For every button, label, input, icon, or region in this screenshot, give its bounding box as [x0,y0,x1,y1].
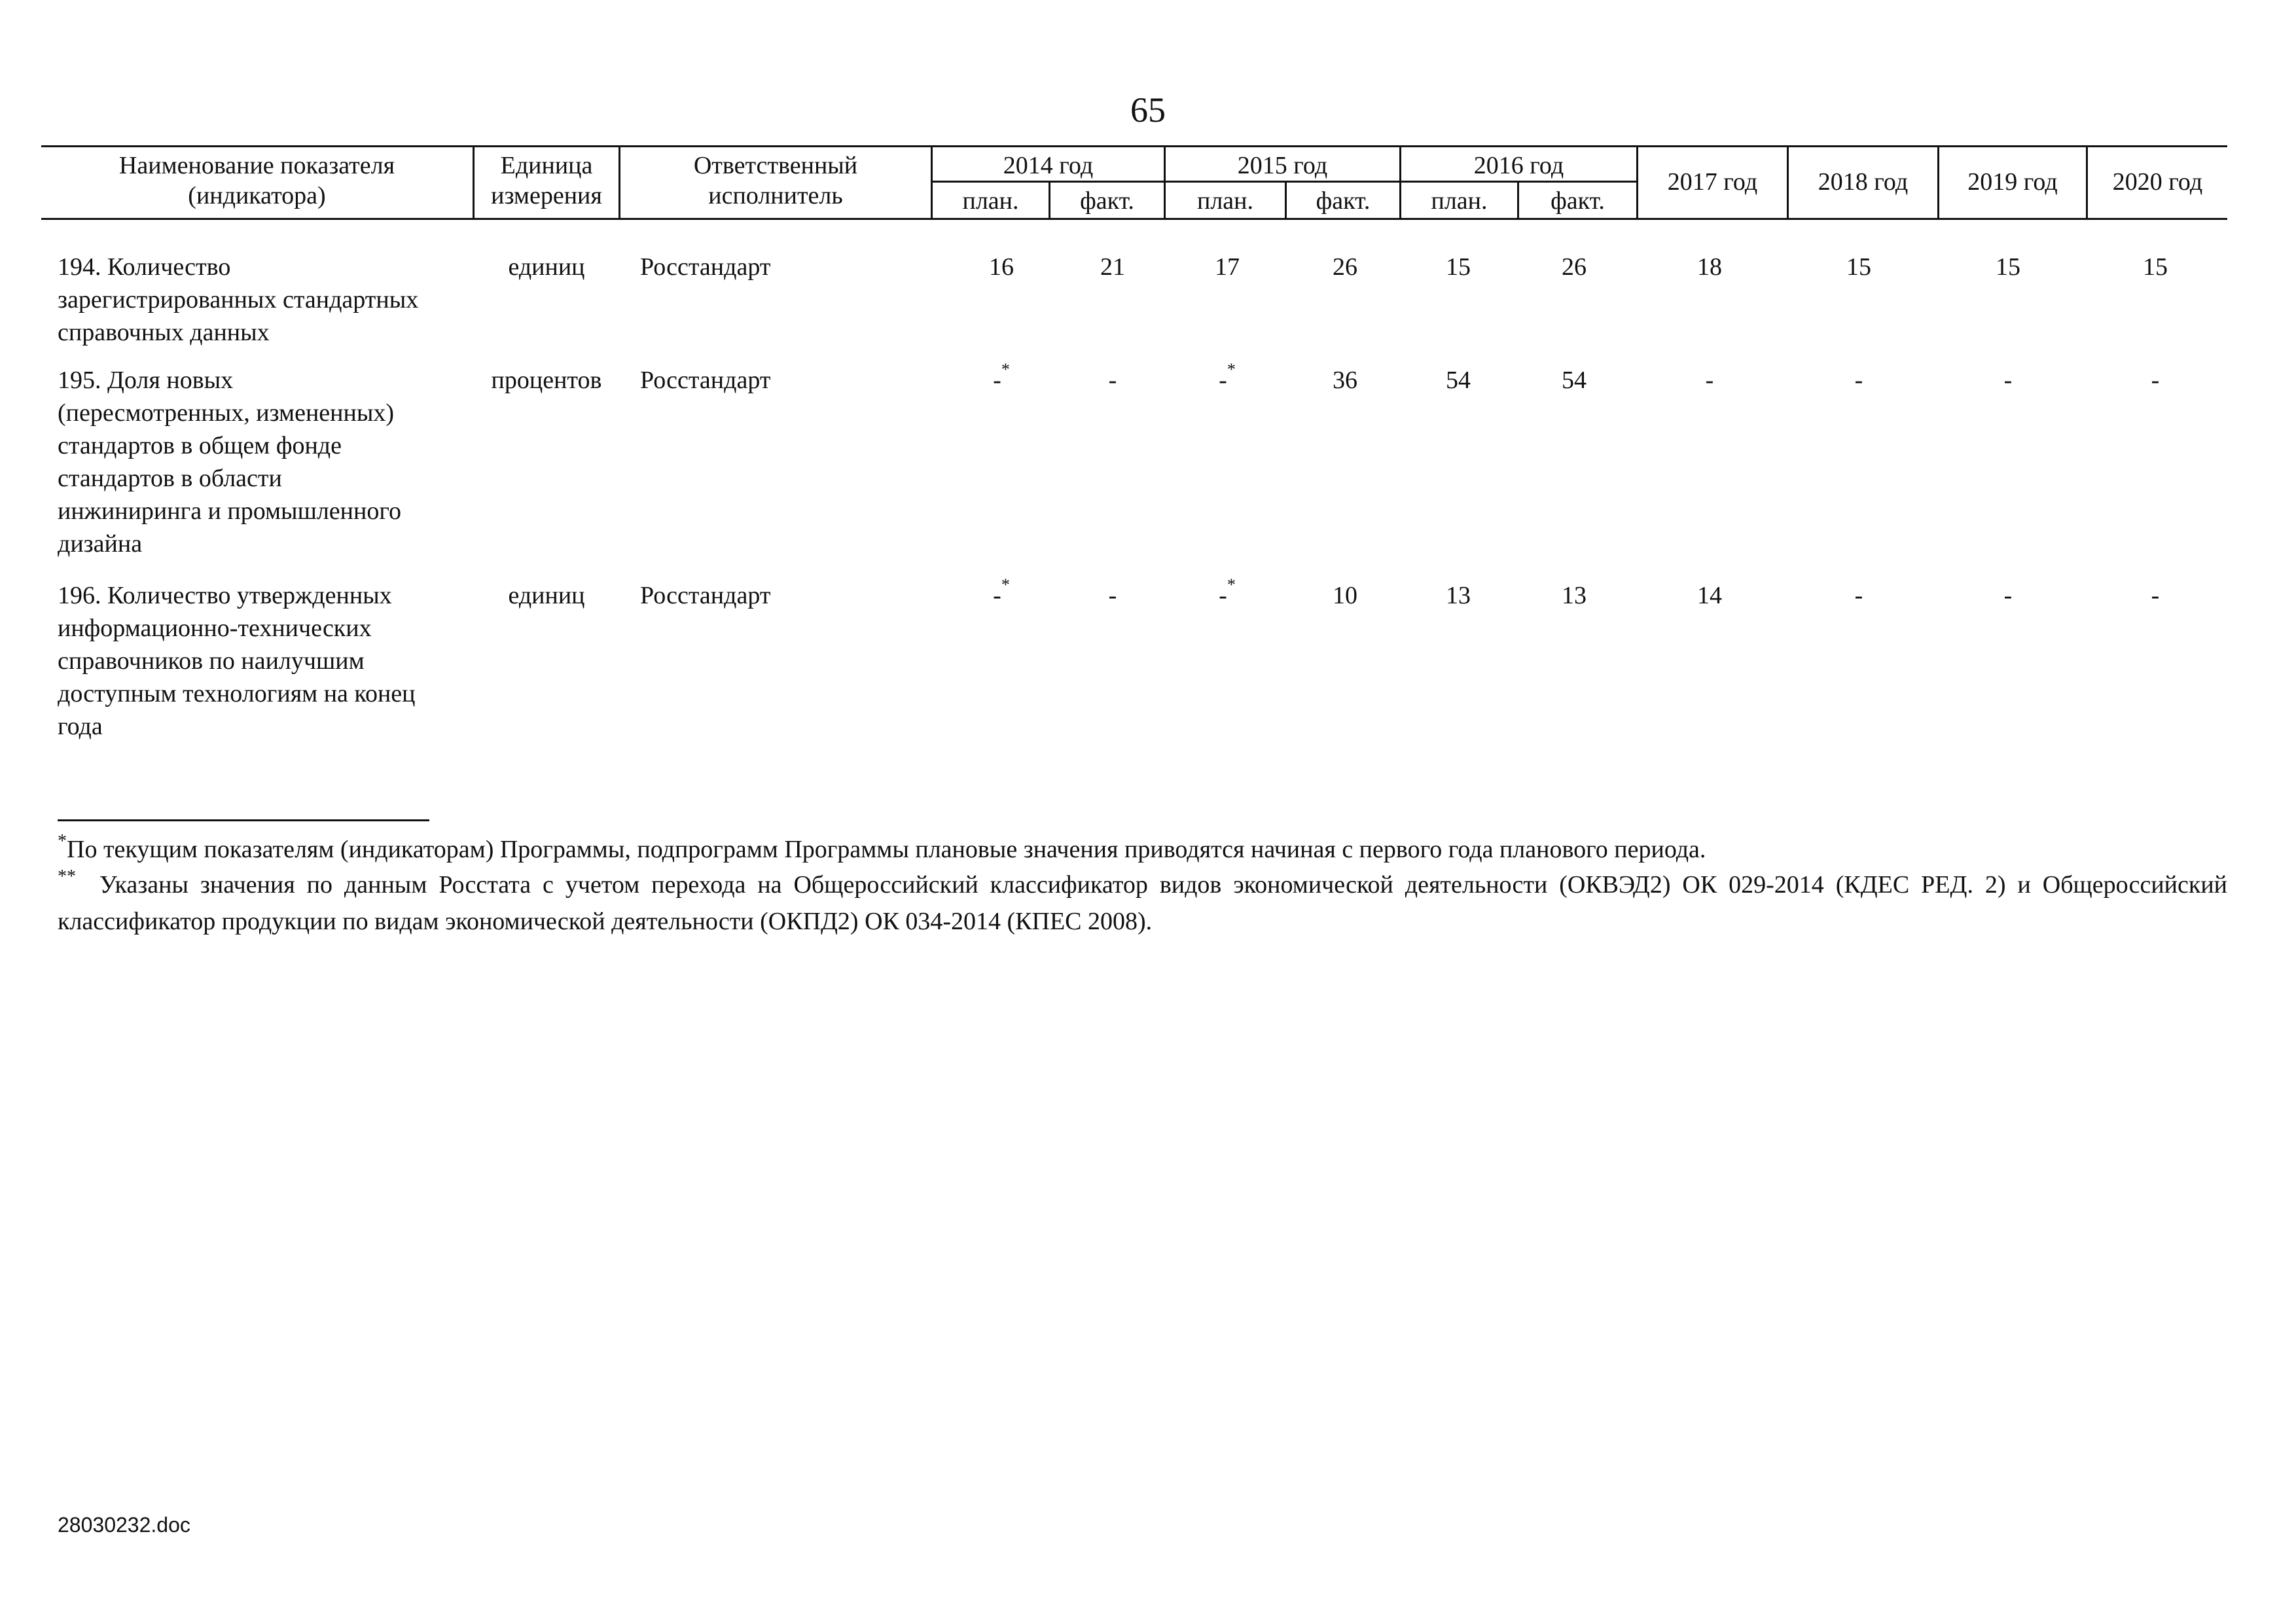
indicator-value: - [1108,582,1117,609]
indicator-name: 196. Количество утвержденных информационно-технических справочников по наилучшим доступным технологиям на конец года [58,582,416,740]
header-unit: Единица измерения [491,152,602,209]
indicator-value: - [2003,582,2013,609]
header-year-2016: 2016 год [1473,152,1564,179]
header-year-2014: 2014 год [1003,152,1094,179]
footnote-1 [58,832,2227,869]
header-plan: план. [1196,187,1253,215]
indicator-value: -* [993,360,1010,394]
indicator-value: 10 [1333,582,1357,609]
header-responsible: Ответственный исполнитель [693,152,858,209]
indicator-unit: единиц [508,253,585,281]
footnote-star: * [1227,360,1236,380]
page-number: 65 [1130,90,1166,130]
indicator-value: 14 [1697,582,1722,609]
table-header-bottom-rule [41,218,2227,220]
header-plan: план. [962,187,1019,215]
footnote-2-mark: ** [58,866,76,887]
indicator-value: 15 [1446,253,1471,281]
indicator-value: - [2003,366,2013,394]
indicator-value: 15 [2143,253,2168,281]
indicator-responsible: Росстандарт [640,366,771,394]
indicator-value: 26 [1562,253,1587,281]
indicator-value: - [2151,582,2160,609]
indicator-value: 13 [1446,582,1471,609]
footnote-separator [58,819,429,821]
indicator-value: 15 [1996,253,2020,281]
indicator-value: -* [993,575,1010,609]
header-fact: факт. [1080,187,1134,215]
indicator-value: 54 [1562,366,1587,394]
indicator-value: 54 [1446,366,1471,394]
indicator-value: - [2151,366,2160,394]
document-filename: 28030232.doc [58,1513,190,1537]
header-year-2019: 2019 год [1967,168,2058,196]
header-fact: факт. [1551,187,1605,215]
header-name: Наименование показателя (индикатора) [118,152,395,209]
footnote-star: * [1227,575,1236,595]
header-year-2020: 2020 год [2112,168,2203,196]
indicator-value: 21 [1100,253,1125,281]
indicator-value: -* [1219,575,1236,609]
year-subheader-rule [931,181,1636,183]
indicator-value: 17 [1215,253,1240,281]
indicator-name: 194. Количество зарегистрированных стандартных справочных данных [58,253,419,346]
footnote-1-text: По текущим показателям (индикаторам) Программы, подпрограмм Программы плановые значения приводятся начиная с первого года планового периода. [67,836,1706,863]
table-top-rule [41,145,2227,147]
footnote-star: * [1001,360,1010,380]
indicator-value: 13 [1562,582,1587,609]
indicator-value: - [1854,582,1863,609]
header-year-2015: 2015 год [1237,152,1328,179]
indicator-value: - [1108,366,1117,394]
indicator-value: - [1705,366,1714,394]
indicator-value: - [1854,366,1863,394]
indicator-name: 195. Доля новых (пересмотренных, измененных) стандартов в общем фонде стандартов в области инжиниринга и промышленного дизайна [58,366,401,558]
indicator-unit: единиц [508,582,585,609]
footnote-star: * [1001,575,1010,595]
header-year-2017: 2017 год [1667,168,1758,196]
indicator-unit: процентов [491,366,602,394]
footnote-1-mark: * [58,831,67,851]
header-fact: факт. [1316,187,1371,215]
footnote-2 [58,868,2227,938]
indicator-responsible: Росстандарт [640,582,771,609]
indicator-value: 18 [1697,253,1722,281]
indicator-responsible: Росстандарт [640,253,771,281]
footnote-2-text: Указаны значения по данным Росстата с учетом перехода на Общероссийский классификатор видов экономической деятельности (ОКВЭД2) ОК 029-2014 (КДЕС РЕД. 2) и Общероссийский классификатор продукции по видам экономической деятельности (ОКПД2) ОК 034-2014 (КПЕС 2008). [58,871,2228,935]
header-year-2018: 2018 год [1818,168,1909,196]
indicator-value: 26 [1333,253,1357,281]
indicator-value: 36 [1333,366,1357,394]
header-plan: план. [1431,187,1488,215]
indicator-value: 15 [1846,253,1871,281]
indicator-value: -* [1219,360,1236,394]
indicator-value: 16 [989,253,1014,281]
